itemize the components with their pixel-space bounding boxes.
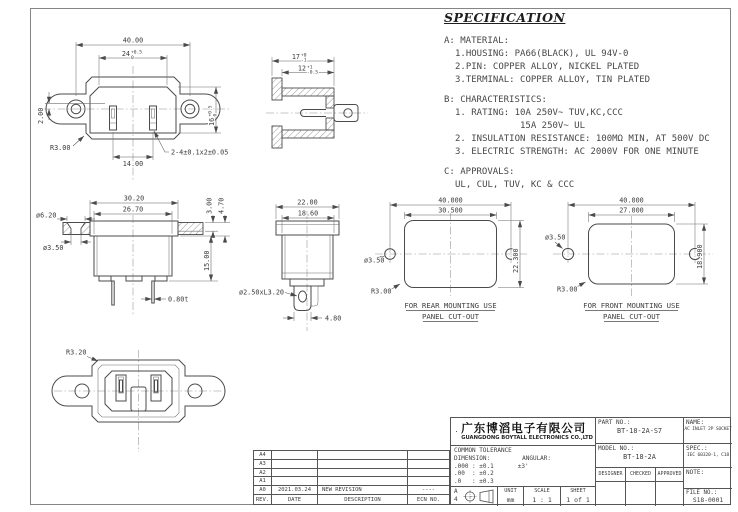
file-no-value: S18-0001 [692,497,724,504]
tolerance-row-1 [454,463,592,471]
company-name-en: GUANGDONG BOYTALL ELECTRONICS CO.,LTD [461,435,593,441]
rev-cell [408,451,449,460]
specification-title: SPECIFICATION [444,10,566,25]
tolerance-row-2: .00 : ±0.2 [454,470,494,478]
rev-cell: ---- [408,486,449,495]
spec-characteristics-2: 2. INSULATION RESISTANCE: 100MΩ MIN, AT 500V DC [455,134,710,144]
dimension-lines [276,204,342,323]
rev-header-rev: REV. [254,495,272,504]
rev-cell: A1 [254,477,272,486]
dim-body-height: 15.00 [203,250,211,271]
spec-material-1: 1.HOUSING: PA66(BLACK), UL 94V-0 [455,49,629,59]
approved-cell [656,468,684,506]
note-label: NOTE: [686,469,705,476]
tolerance-headers [454,455,592,463]
body-outline [276,221,339,311]
tol-000: .000 : ±0.1 [454,462,494,470]
dim-flange-width: 22.00 [297,198,318,207]
rev-cell: A3 [254,460,272,469]
rear-cutout-caption-2: PANEL CUT-OUT [421,312,480,321]
title-block [450,417,731,505]
checked-label: CHECKED [626,468,655,482]
front-view-drawing [33,30,251,188]
dim-flange-thickness: 3.00 [205,197,214,214]
rev-cell: A0 [254,486,272,495]
dim-opening-tol-dn: 0 [131,56,134,61]
rev-cell [318,451,408,460]
front-cutout-caption-1: FOR FRONT MOUNTING USE [583,301,680,310]
spec-value: IEC 60320-1, C18 [687,453,729,458]
part-no-value: BT-18-2A-S7 [616,427,662,435]
name-value: AC INLET 2P SOCKET [684,427,732,432]
rev-cell: A4 [254,451,272,460]
approved-label: APPROVED [656,468,683,482]
dim-pin-offset: 2.00 [37,107,45,124]
dim-inner-depth: 12 [297,64,306,73]
rev-cell [408,469,449,478]
company-names [461,422,593,441]
company-logo [456,421,457,442]
dim-depth-tol-up: +0 [301,53,307,59]
spec-material-3: 3.TERMINAL: COPPER ALLOY, TIN PLATED [455,75,651,85]
rev-cell [318,460,408,469]
checked-cell [626,468,656,506]
name-cell [684,418,732,444]
dim-hole-pitch: 40.000 [619,196,644,205]
dim-countersink: ø6.20 [36,211,57,220]
spec-cell [684,444,732,468]
dim-cutout-width: 30.500 [438,206,463,215]
projection-symbol-icon [462,489,496,504]
dim-depth: 17 [291,53,300,61]
section-view-drawing [256,48,374,158]
part-no-label: PART NO.: [598,419,631,426]
rev-cell [272,460,318,469]
scale-label: SCALE [534,488,550,494]
centerlines [375,212,527,296]
dim-inner-tol-up: +1 [307,65,313,71]
name-label: NAME: [686,419,705,426]
dim-cutout-height: 18.900 [696,244,704,269]
rev-header-date: DATE [272,495,318,504]
dim-hole: ø3.50 [43,244,64,252]
sheet-value: 1 of 1 [566,496,590,504]
unit-label: UNIT [504,488,517,494]
spec-approvals-1: UL, CUL, TUV, KC & CCC [455,180,575,190]
rev-cell: A2 [254,469,272,478]
sheet-size-a: A [454,488,458,495]
company-name-cn: 广东博滔电子有限公司 [461,421,587,435]
dim-mount-hole: ø3.50 [364,256,385,265]
rev-cell [272,477,318,486]
model-no-label: MODEL NO.: [598,445,635,452]
dim-flange-width: 30.20 [123,194,145,203]
dimension-label: DIMENSION: [454,454,491,462]
dim-body-width: 18.60 [297,209,319,218]
file-no-label: FILE NO.: [686,490,718,496]
scale-cell [524,487,561,506]
model-no-cell [596,444,684,468]
sheet-cell [561,487,596,506]
spec-label: SPEC.: [686,445,708,452]
sheet-size-4: 4 [454,496,458,503]
dim-body-width: 26.70 [122,205,144,214]
dim-opening-tol-up: +0.5 [131,50,143,56]
sheet-size-cell [451,487,498,506]
unit-cell [498,487,524,506]
dim-radius: R3.00 [50,144,71,152]
angular-value: ±3' [517,462,529,470]
rev-cell [318,477,408,486]
spec-characteristics-heading: B: CHARACTERISTICS: [444,95,547,105]
spec-material-2: 2.PIN: COPPER ALLOY, NICKEL PLATED [455,62,640,72]
front-cutout-drawing [545,196,730,328]
sheet-label: SHEET [570,488,586,494]
rev-header-ecn: ECN NO. [416,496,441,503]
spec-approvals-heading: C: APPROVALS: [444,167,515,177]
svg-text:16: 16 [208,117,216,126]
spec-characteristics-3: 3. ELECTRIC STRENGTH: AC 2000V FOR ONE MINUTE [455,147,699,157]
note-cell [684,468,732,489]
unit-value: mm [506,496,515,504]
tolerance-title: COMMON TOLERANCE [454,447,512,454]
dim-cutout-height: 22.300 [512,248,520,273]
dim-hole-pitch: 40.000 [438,196,463,205]
spec-characteristics-1: 1. RATING: 10A 250V~ TUV,KC,CCC [455,108,623,118]
spec-material-heading: A: MATERIAL: [444,36,510,46]
dim-corner-radius: R3.00 [557,285,578,294]
svg-text:+0.5: +0.5 [208,105,214,117]
dim-total-thickness: 4.70 [217,197,226,214]
dim-mount-hole: ø3.50 [545,233,566,242]
dim-inner-tol-dn: -0.5 [307,70,319,76]
company-cell [451,418,596,446]
dim-pin-thickness: 0.80t [168,295,189,304]
dim-height [207,105,218,126]
model-no-value: BT-18-2A [623,453,656,461]
front-cutout-caption-2: PANEL CUT-OUT [602,312,661,321]
rev-cell [272,469,318,478]
angular-label: ANGULAR: [522,454,552,462]
rev-cell: 2021.03.24 [272,486,318,495]
svg-text:0: 0 [213,113,219,117]
centerlines [54,350,228,452]
rev-header-description: DESCRIPTION [318,495,408,504]
designer-label: DESIGNER [596,468,625,482]
designer-cell [596,468,626,506]
dim-pin-pitch: 14.00 [122,160,144,168]
radius-leader [87,357,98,362]
dim-pin-spec: 2-4±0.1x2±0.05 [171,148,229,157]
dim-mount-pitch: 40.00 [122,36,144,45]
tolerance-row-3: .0 : ±0.3 [454,478,494,486]
rear-cutout-drawing [363,196,538,328]
file-no-cell [684,489,732,506]
dim-radius: R3.20 [66,348,87,357]
dim-tab-width: 4.80 [325,314,342,323]
specification-block [444,10,736,192]
scale-value: 1 : 1 [532,496,552,504]
tab-view-drawing [233,193,363,338]
spec-characteristics-1b: 15A 250V~ UL [520,121,586,131]
rev-cell [408,477,449,486]
dim-opening: 24 [121,50,130,58]
dim-corner-radius: R3.00 [371,287,392,296]
face-view-drawing [38,330,248,456]
dim-depth-tol-dn: -1 [301,58,307,64]
rev-cell [272,451,318,460]
tolerance-cell [451,446,596,487]
dim-cutout-width: 27.000 [619,206,644,215]
part-no-cell [596,418,684,444]
rev-cell: NEW REVISION [318,486,408,495]
side-view-drawing [33,193,238,325]
rear-cutout-caption-1: FOR REAR MOUNTING USE [404,301,497,310]
rev-cell [318,469,408,478]
rev-cell [408,460,449,469]
dim-tab-hole: ø2.50xL3.20 [239,288,285,297]
revision-table [253,450,450,505]
